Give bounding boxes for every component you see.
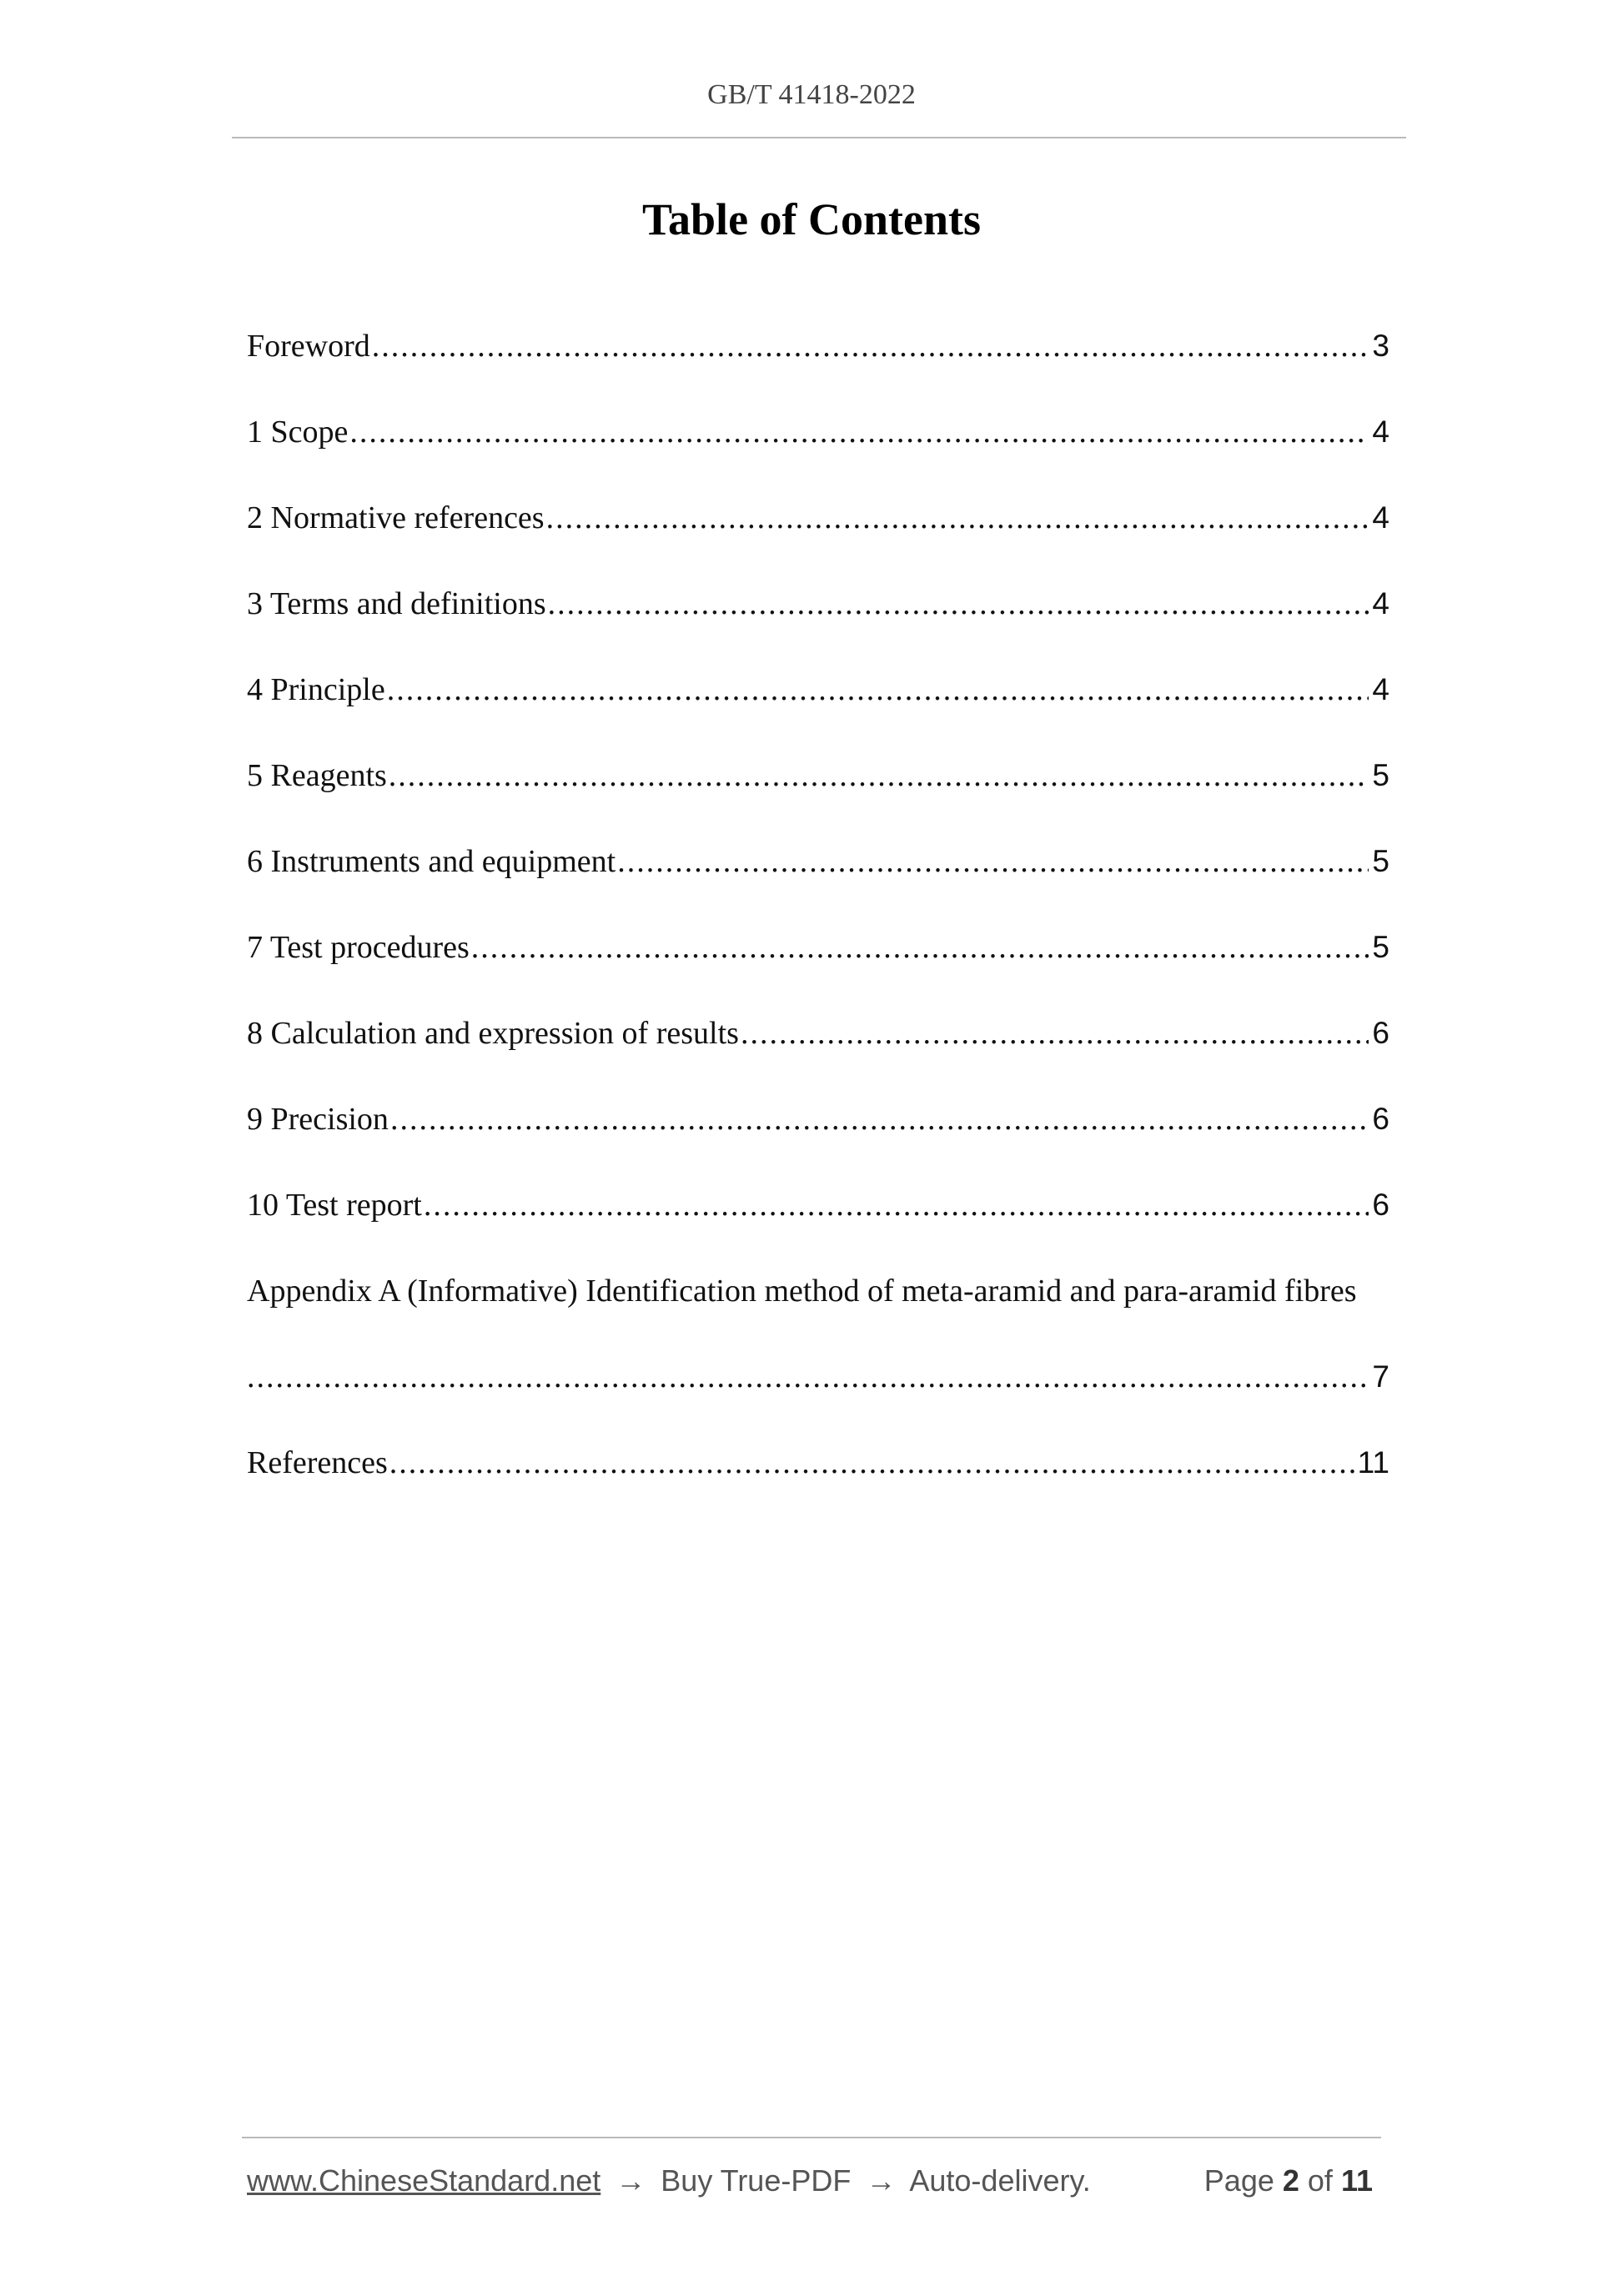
toc-entry-scope[interactable] (247, 411, 1389, 497)
toc-entry-page: 4 (1372, 672, 1389, 706)
toc-entry-label: Foreword (247, 329, 370, 364)
dot-leader (387, 669, 1369, 711)
toc-entry-references[interactable] (247, 1442, 1389, 1528)
toc-entry-label: 2 Normative references (247, 500, 545, 535)
toc-entry-calculation-and-expression[interactable] (247, 1012, 1389, 1098)
toc-entry-label: 6 Instruments and equipment (247, 844, 616, 879)
toc-entry-foreword[interactable] (247, 325, 1389, 411)
toc-entry-page: 7 (1372, 1359, 1389, 1394)
dot-leader (424, 1184, 1369, 1226)
toc-entry-precision[interactable] (247, 1098, 1389, 1184)
toc-entry-label: 3 Terms and definitions (247, 586, 546, 621)
toc-entry-page: 3 (1372, 329, 1389, 363)
dot-leader (390, 1098, 1369, 1140)
toc-entry-page: 6 (1372, 1016, 1389, 1050)
toc-entry-label: 7 Test procedures (247, 930, 470, 965)
toc-entry-principle[interactable] (247, 669, 1389, 755)
dot-leader (372, 325, 1369, 367)
dot-leader (471, 927, 1369, 968)
page-footer (247, 2160, 1381, 2202)
of-word: of (1307, 2163, 1333, 2198)
page-number (1204, 2160, 1381, 2202)
toc-entry-label: 8 Calculation and expression of results (247, 1016, 739, 1051)
right-arrow-icon: → (616, 2163, 646, 2198)
toc-entry-page: 4 (1372, 414, 1389, 449)
dot-leader (741, 1012, 1369, 1054)
auto-delivery-text: Auto-delivery. (909, 2163, 1091, 2198)
toc-entry-page: 11 (1357, 1445, 1389, 1480)
toc-entry-appendix-a[interactable] (247, 1270, 1389, 1356)
toc-entry-label: 5 Reagents (247, 758, 387, 793)
dot-leader (389, 755, 1369, 796)
buy-pdf-text: Buy True-PDF (661, 2163, 852, 2198)
toc-entry-normative-references[interactable] (247, 497, 1389, 583)
toc-entry-page: 5 (1372, 758, 1389, 792)
dot-leader (548, 583, 1369, 625)
website-link[interactable]: www.ChineseStandard.net (247, 2163, 601, 2198)
running-header: GB/T 41418-2022 (707, 79, 916, 110)
toc-entry-terms-and-definitions[interactable] (247, 583, 1389, 669)
toc-entry-appendix-a-continued[interactable] (247, 1356, 1389, 1442)
toc-entry-label: 10 Test report (247, 1188, 422, 1223)
header-divider (232, 137, 1406, 138)
current-page: 2 (1282, 2163, 1299, 2198)
page-title: Table of Contents (641, 194, 982, 244)
dot-leader (617, 841, 1369, 882)
toc-entry-label: 9 Precision (247, 1102, 389, 1137)
toc-entry-label: Appendix A (Informative) Identification method of meta-aramid and para-aramid fibres (247, 1274, 1357, 1309)
toc-entry-reagents[interactable] (247, 755, 1389, 841)
toc-entry-page: 5 (1372, 844, 1389, 878)
toc-entry-test-report[interactable] (247, 1184, 1389, 1270)
toc-entry-page: 6 (1372, 1188, 1389, 1222)
dot-leader (389, 1442, 1354, 1484)
footer-divider (242, 2137, 1381, 2138)
dot-leader (349, 411, 1369, 453)
toc-entry-test-procedures[interactable] (247, 927, 1389, 1012)
dot-leader (546, 497, 1369, 539)
total-pages: 11 (1340, 2163, 1373, 2198)
table-of-contents (247, 325, 1389, 1528)
toc-entry-label: References (247, 1445, 388, 1480)
toc-entry-page: 4 (1372, 500, 1389, 535)
toc-entry-instruments-and-equipment[interactable] (247, 841, 1389, 927)
toc-entry-page: 6 (1372, 1102, 1389, 1136)
dot-leader (247, 1356, 1369, 1398)
toc-entry-page: 4 (1372, 586, 1389, 620)
page-word: Page (1203, 2163, 1274, 2198)
toc-entry-label: 1 Scope (247, 414, 349, 450)
toc-entry-label: 4 Principle (247, 672, 385, 707)
toc-entry-page: 5 (1372, 930, 1389, 964)
right-arrow-icon: → (866, 2163, 897, 2198)
